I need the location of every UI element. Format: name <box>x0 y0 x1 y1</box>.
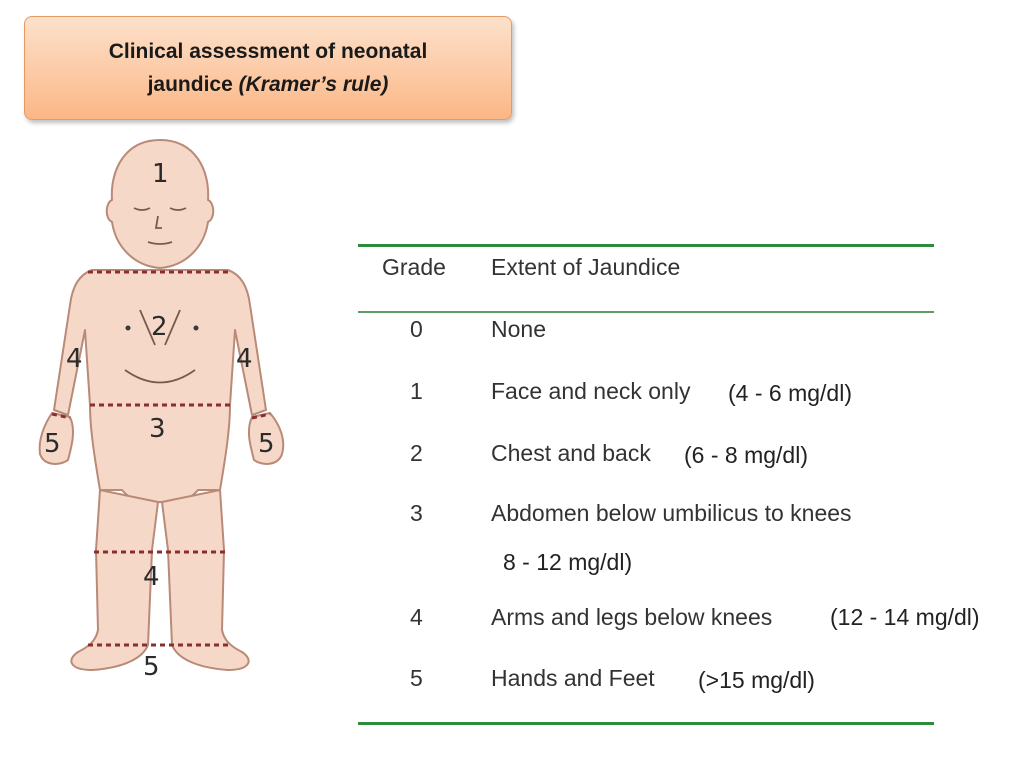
zone-label-3: 3 <box>149 414 166 444</box>
slide-title <box>109 35 428 101</box>
right-nipple <box>194 326 199 331</box>
torso-shape <box>54 270 266 503</box>
zone-label-2: 2 <box>151 312 168 342</box>
infant-body-diagram <box>30 130 320 690</box>
zone-label-4-right-arm: 4 <box>236 344 253 374</box>
title-line-1: Clinical assessment of neonatal <box>108 40 428 63</box>
kramer-grade-table <box>358 244 1008 734</box>
table-bottom-rule <box>358 722 934 725</box>
level-2: (6 - 8 mg/dl) <box>684 442 808 468</box>
grade-0: 0 <box>410 316 423 342</box>
zone-label-4-left-arm: 4 <box>66 344 83 374</box>
extent-2: Chest and back <box>491 440 651 466</box>
extent-5: Hands and Feet <box>491 665 655 691</box>
grade-1: 1 <box>410 378 423 404</box>
level-4: (12 - 14 mg/dl) <box>830 604 980 630</box>
extent-1: Face and neck only <box>491 378 691 404</box>
grade-3: 3 <box>410 500 423 526</box>
extent-0: None <box>491 316 546 342</box>
grade-5: 5 <box>410 665 423 691</box>
zone-label-5-feet: 5 <box>143 652 160 682</box>
level-3: 8 - 12 mg/dl) <box>503 549 633 575</box>
title-line-2-italic: (Kramer’s rule) <box>238 73 389 96</box>
header-extent: Extent of Jaundice <box>491 254 681 280</box>
header-grade: Grade <box>382 254 446 280</box>
zone-label-5-left-hand: 5 <box>44 429 61 459</box>
grade-2: 2 <box>410 440 423 466</box>
right-leg-shape <box>162 490 249 670</box>
title-banner <box>24 16 512 120</box>
infant-body-svg <box>30 130 320 690</box>
extent-3: Abdomen below umbilicus to knees <box>491 500 852 526</box>
zone-label-1: 1 <box>152 159 169 189</box>
zone-label-4-legs: 4 <box>143 562 160 592</box>
grade-4: 4 <box>410 604 423 630</box>
title-line-2-prefix: jaundice <box>147 73 239 96</box>
zone-label-5-right-hand: 5 <box>258 429 275 459</box>
extent-4: Arms and legs below knees <box>491 604 773 630</box>
level-1: (4 - 6 mg/dl) <box>728 380 852 406</box>
level-5: (>15 mg/dl) <box>698 667 815 693</box>
table-header-rule <box>358 311 934 313</box>
left-nipple <box>126 326 131 331</box>
table-top-rule <box>358 244 934 247</box>
